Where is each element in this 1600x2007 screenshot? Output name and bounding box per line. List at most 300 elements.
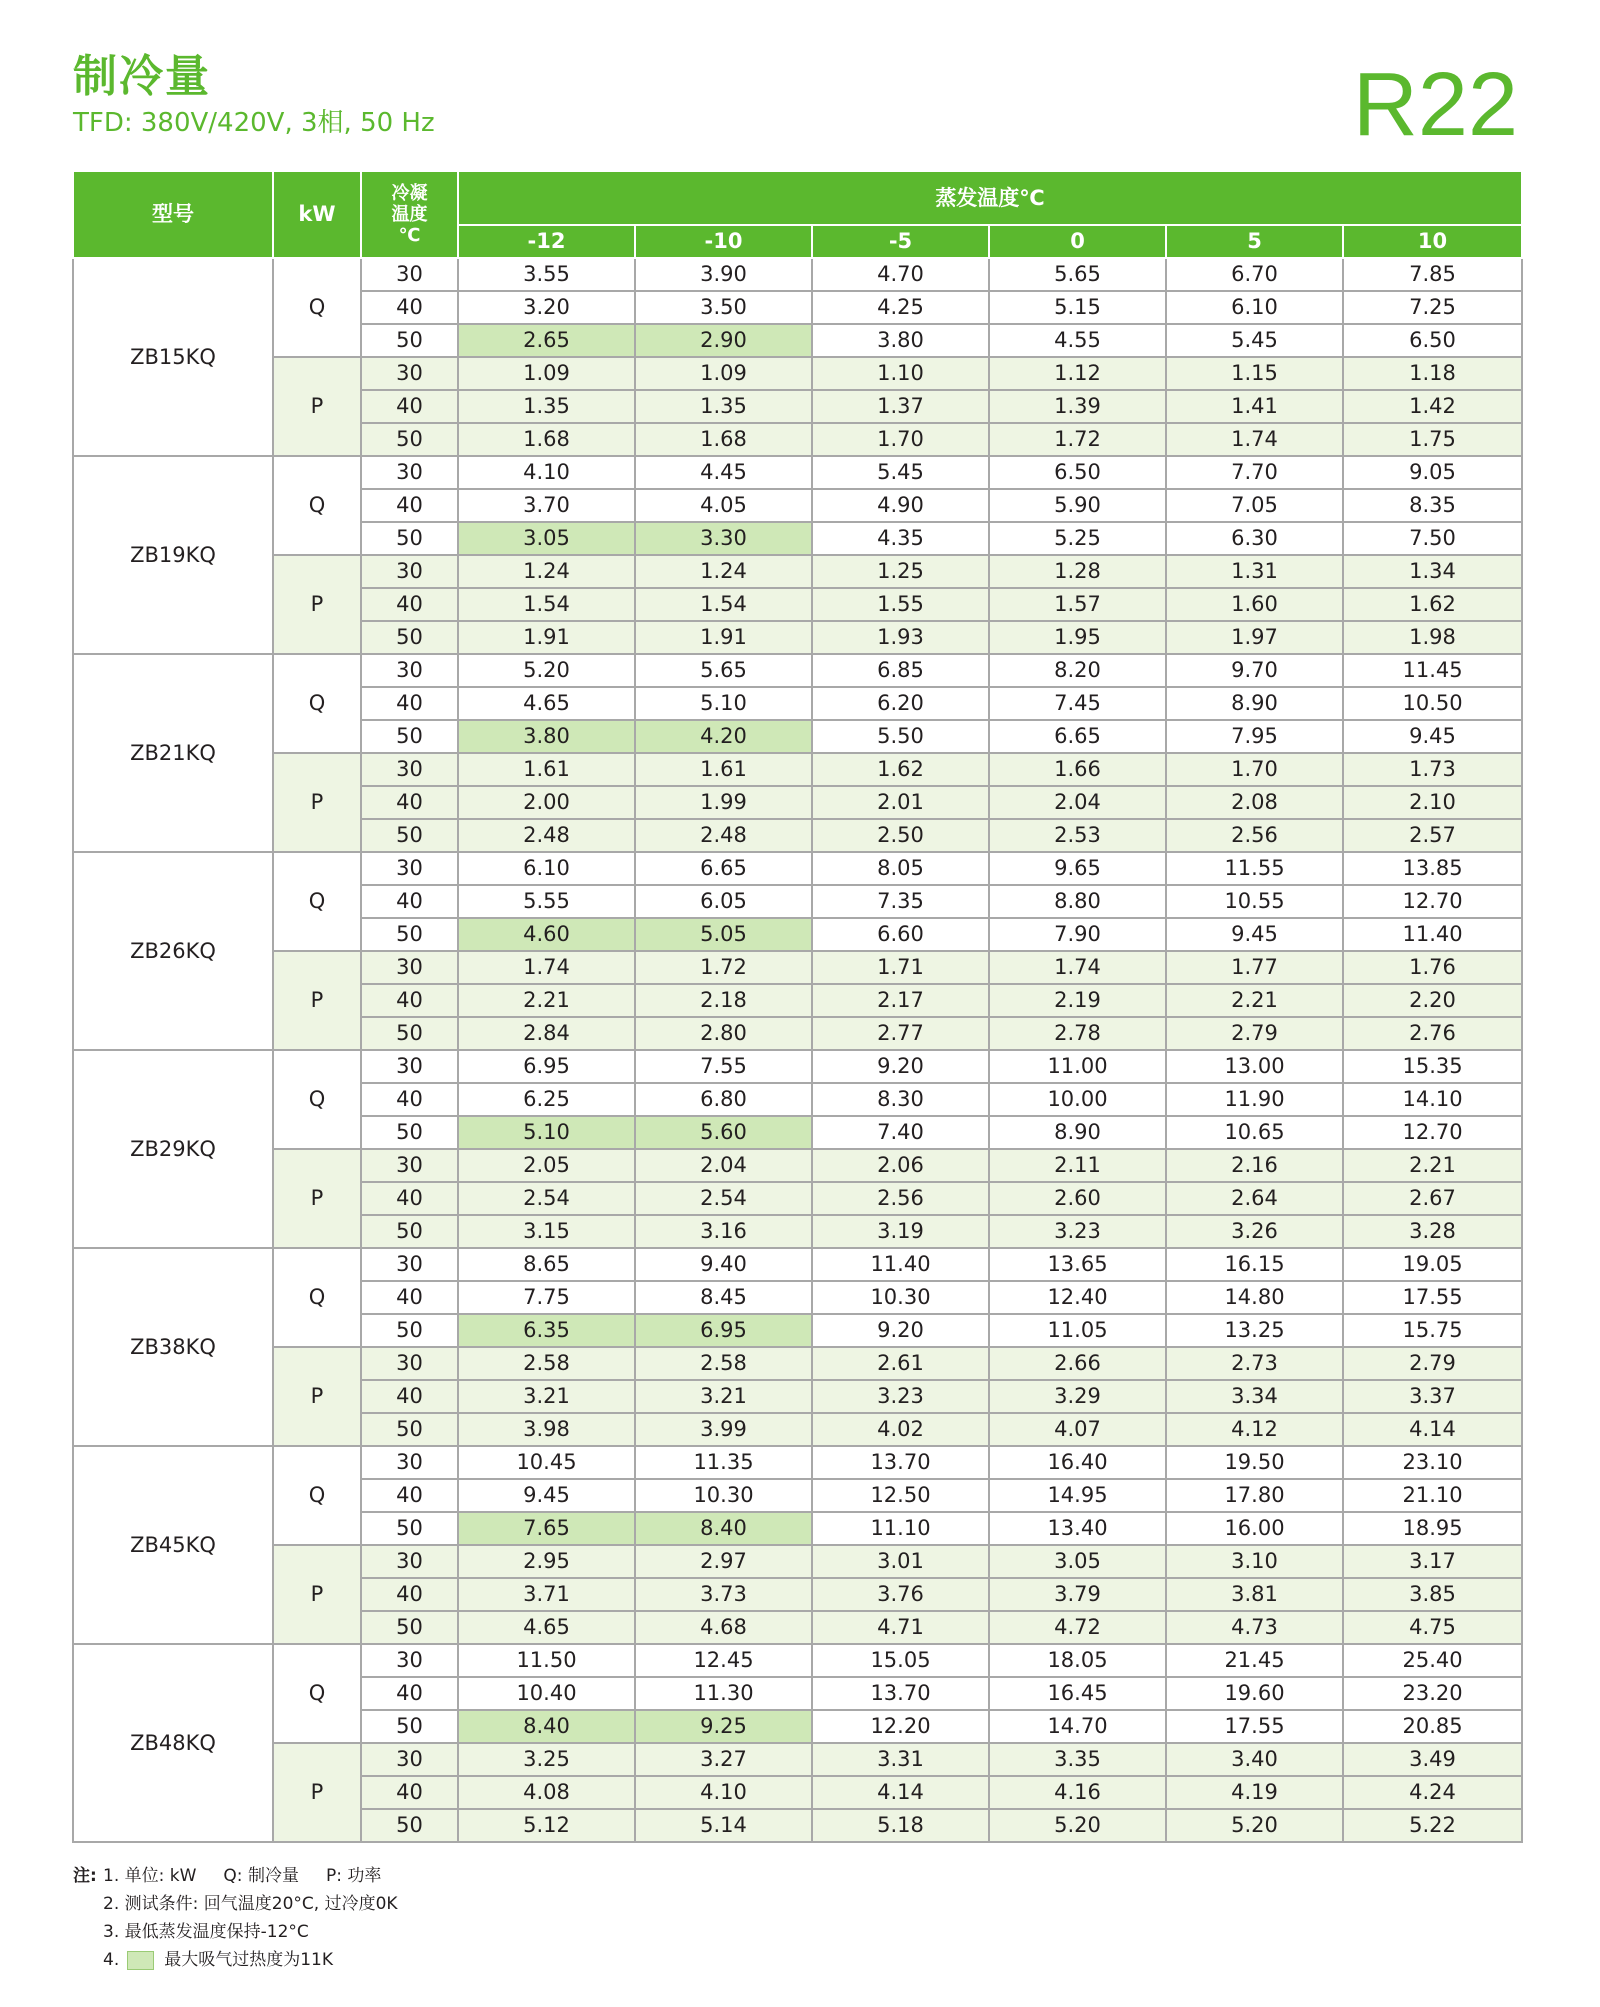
value-cell: 2.01 [812,786,989,819]
value-cell: 3.73 [635,1578,812,1611]
value-cell: 5.14 [635,1809,812,1842]
value-cell: 5.20 [989,1809,1166,1842]
header-evaporating-temp: 蒸发温度℃ [458,171,1522,225]
value-cell: 5.45 [1166,324,1343,357]
condensing-temp-cell: 40 [361,1083,458,1116]
quantity-kind-cell: Q [273,456,361,555]
value-cell: 1.57 [989,588,1166,621]
value-cell: 2.65 [458,324,635,357]
quantity-kind-cell: P [273,951,361,1050]
value-cell: 9.20 [812,1314,989,1347]
value-cell: 3.10 [1166,1545,1343,1578]
value-cell: 1.74 [1166,423,1343,456]
value-cell: 13.70 [812,1677,989,1710]
value-cell: 1.97 [1166,621,1343,654]
value-cell: 2.57 [1343,819,1522,852]
value-cell: 9.20 [812,1050,989,1083]
value-cell: 7.50 [1343,522,1522,555]
value-cell: 16.00 [1166,1512,1343,1545]
value-cell: 4.08 [458,1776,635,1809]
value-cell: 8.80 [989,885,1166,918]
value-cell: 12.40 [989,1281,1166,1314]
value-cell: 6.95 [635,1314,812,1347]
value-cell: 9.45 [1343,720,1522,753]
condensing-temp-cell: 50 [361,621,458,654]
value-cell: 2.80 [635,1017,812,1050]
value-cell: 6.50 [989,456,1166,489]
value-cell: 8.20 [989,654,1166,687]
value-cell: 2.84 [458,1017,635,1050]
value-cell: 2.21 [1166,984,1343,1017]
quantity-kind-cell: Q [273,1248,361,1347]
value-cell: 3.37 [1343,1380,1522,1413]
value-cell: 1.72 [635,951,812,984]
value-cell: 10.45 [458,1446,635,1479]
value-cell: 20.85 [1343,1710,1522,1743]
value-cell: 1.39 [989,390,1166,423]
value-cell: 3.01 [812,1545,989,1578]
note-1: 1. 单位: kW Q: 制冷量 P: 功率 [103,1866,382,1886]
value-cell: 4.73 [1166,1611,1343,1644]
value-cell: 2.00 [458,786,635,819]
value-cell: 3.17 [1343,1545,1522,1578]
value-cell: 3.49 [1343,1743,1522,1776]
value-cell: 9.40 [635,1248,812,1281]
value-cell: 14.70 [989,1710,1166,1743]
value-cell: 4.60 [458,918,635,951]
value-cell: 4.02 [812,1413,989,1446]
value-cell: 1.35 [458,390,635,423]
value-cell: 2.76 [1343,1017,1522,1050]
value-cell: 1.09 [458,357,635,390]
header-evap-temp: -5 [812,225,989,258]
note-row-3 [73,1918,398,1946]
value-cell: 7.55 [635,1050,812,1083]
value-cell: 11.05 [989,1314,1166,1347]
value-cell: 3.20 [458,291,635,324]
value-cell: 1.60 [1166,588,1343,621]
condensing-temp-cell: 40 [361,687,458,720]
value-cell: 1.70 [812,423,989,456]
value-cell: 9.05 [1343,456,1522,489]
notes [73,1862,398,1974]
value-cell: 2.79 [1343,1347,1522,1380]
value-cell: 1.41 [1166,390,1343,423]
quantity-kind-cell: Q [273,852,361,951]
value-cell: 2.97 [635,1545,812,1578]
page-subtitle: TFD: 380V/420V, 3相, 50 Hz [73,108,435,138]
value-cell: 2.10 [1343,786,1522,819]
condensing-temp-cell: 30 [361,951,458,984]
note-2: 2. 测试条件: 回气温度20°C, 过冷度0K [103,1894,398,1914]
value-cell: 17.55 [1166,1710,1343,1743]
value-cell: 1.62 [812,753,989,786]
value-cell: 1.66 [989,753,1166,786]
condensing-temp-cell: 40 [361,1776,458,1809]
value-cell: 7.05 [1166,489,1343,522]
value-cell: 1.70 [1166,753,1343,786]
value-cell: 2.58 [458,1347,635,1380]
header-cond-line2: 温度 [391,204,428,225]
value-cell: 11.00 [989,1050,1166,1083]
value-cell: 1.37 [812,390,989,423]
value-cell: 1.55 [812,588,989,621]
value-cell: 1.95 [989,621,1166,654]
value-cell: 8.40 [635,1512,812,1545]
value-cell: 2.18 [635,984,812,1017]
table-row [73,654,1522,687]
condensing-temp-cell: 40 [361,1281,458,1314]
value-cell: 4.14 [812,1776,989,1809]
condensing-temp-cell: 40 [361,885,458,918]
value-cell: 2.48 [635,819,812,852]
value-cell: 3.29 [989,1380,1166,1413]
table-row [73,852,1522,885]
condensing-temp-cell: 40 [361,1479,458,1512]
value-cell: 5.25 [989,522,1166,555]
value-cell: 2.78 [989,1017,1166,1050]
value-cell: 7.90 [989,918,1166,951]
header-evap-temp: 5 [1166,225,1343,258]
value-cell: 1.24 [458,555,635,588]
value-cell: 7.95 [1166,720,1343,753]
value-cell: 1.54 [458,588,635,621]
condensing-temp-cell: 40 [361,1182,458,1215]
value-cell: 13.70 [812,1446,989,1479]
condensing-temp-cell: 50 [361,1314,458,1347]
header-evap-temp: -10 [635,225,812,258]
value-cell: 3.05 [989,1545,1166,1578]
quantity-kind-cell: Q [273,1050,361,1149]
table-row [73,1050,1522,1083]
value-cell: 5.18 [812,1809,989,1842]
value-cell: 3.27 [635,1743,812,1776]
model-name-cell: ZB45KQ [73,1446,273,1644]
value-cell: 2.17 [812,984,989,1017]
value-cell: 17.55 [1343,1281,1522,1314]
value-cell: 2.16 [1166,1149,1343,1182]
condensing-temp-cell: 40 [361,588,458,621]
value-cell: 7.40 [812,1116,989,1149]
header-kw: kW [273,171,361,258]
condensing-temp-cell: 40 [361,1677,458,1710]
value-cell: 3.26 [1166,1215,1343,1248]
quantity-kind-cell: P [273,1545,361,1644]
condensing-temp-cell: 30 [361,753,458,786]
value-cell: 4.45 [635,456,812,489]
condensing-temp-cell: 30 [361,258,458,291]
value-cell: 1.61 [635,753,812,786]
value-cell: 2.90 [635,324,812,357]
value-cell: 1.61 [458,753,635,786]
value-cell: 7.70 [1166,456,1343,489]
quantity-kind-cell: P [273,357,361,456]
value-cell: 1.98 [1343,621,1522,654]
value-cell: 19.50 [1166,1446,1343,1479]
value-cell: 10.40 [458,1677,635,1710]
value-cell: 6.35 [458,1314,635,1347]
value-cell: 2.56 [812,1182,989,1215]
value-cell: 8.65 [458,1248,635,1281]
value-cell: 2.05 [458,1149,635,1182]
value-cell: 3.21 [635,1380,812,1413]
value-cell: 4.75 [1343,1611,1522,1644]
table-row [73,357,1522,390]
value-cell: 9.45 [1166,918,1343,951]
value-cell: 5.65 [989,258,1166,291]
value-cell: 3.55 [458,258,635,291]
value-cell: 2.11 [989,1149,1166,1182]
condensing-temp-cell: 40 [361,984,458,1017]
value-cell: 14.10 [1343,1083,1522,1116]
value-cell: 21.45 [1166,1644,1343,1677]
condensing-temp-cell: 40 [361,786,458,819]
value-cell: 10.30 [635,1479,812,1512]
value-cell: 9.70 [1166,654,1343,687]
value-cell: 2.54 [635,1182,812,1215]
model-name-cell: ZB48KQ [73,1644,273,1842]
header-evap-temp: 10 [1343,225,1522,258]
value-cell: 14.95 [989,1479,1166,1512]
note-4: 最大吸气过热度为11K [164,1950,334,1970]
value-cell: 1.99 [635,786,812,819]
value-cell: 1.54 [635,588,812,621]
value-cell: 2.61 [812,1347,989,1380]
condensing-temp-cell: 30 [361,1644,458,1677]
value-cell: 15.35 [1343,1050,1522,1083]
value-cell: 16.45 [989,1677,1166,1710]
condensing-temp-cell: 50 [361,1017,458,1050]
value-cell: 4.35 [812,522,989,555]
header-model: 型号 [73,171,273,258]
value-cell: 1.12 [989,357,1166,390]
note-3: 3. 最低蒸发温度保持-12°C [103,1922,309,1942]
value-cell: 1.68 [458,423,635,456]
value-cell: 1.74 [458,951,635,984]
value-cell: 3.05 [458,522,635,555]
value-cell: 4.65 [458,1611,635,1644]
value-cell: 5.12 [458,1809,635,1842]
value-cell: 3.40 [1166,1743,1343,1776]
value-cell: 3.70 [458,489,635,522]
value-cell: 1.93 [812,621,989,654]
value-cell: 14.80 [1166,1281,1343,1314]
condensing-temp-cell: 30 [361,1248,458,1281]
condensing-temp-cell: 50 [361,522,458,555]
value-cell: 2.04 [635,1149,812,1182]
value-cell: 5.05 [635,918,812,951]
value-cell: 11.45 [1343,654,1522,687]
condensing-temp-cell: 50 [361,1413,458,1446]
value-cell: 6.10 [1166,291,1343,324]
header-condensing-temp [361,171,458,258]
value-cell: 3.79 [989,1578,1166,1611]
condensing-temp-cell: 50 [361,1710,458,1743]
value-cell: 11.40 [1343,918,1522,951]
value-cell: 8.90 [989,1116,1166,1149]
value-cell: 7.65 [458,1512,635,1545]
value-cell: 3.23 [812,1380,989,1413]
value-cell: 1.10 [812,357,989,390]
table-header [73,171,1522,258]
value-cell: 11.30 [635,1677,812,1710]
table-row [73,1644,1522,1677]
condensing-temp-cell: 30 [361,1743,458,1776]
value-cell: 7.75 [458,1281,635,1314]
value-cell: 13.85 [1343,852,1522,885]
quantity-kind-cell: P [273,1149,361,1248]
value-cell: 4.12 [1166,1413,1343,1446]
condensing-temp-cell: 30 [361,1545,458,1578]
value-cell: 2.19 [989,984,1166,1017]
condensing-temp-cell: 30 [361,852,458,885]
quantity-kind-cell: Q [273,1644,361,1743]
value-cell: 6.65 [989,720,1166,753]
value-cell: 3.80 [812,324,989,357]
value-cell: 15.75 [1343,1314,1522,1347]
value-cell: 6.85 [812,654,989,687]
condensing-temp-cell: 30 [361,1347,458,1380]
value-cell: 23.20 [1343,1677,1522,1710]
table-body [73,258,1522,1842]
value-cell: 4.10 [458,456,635,489]
value-cell: 3.90 [635,258,812,291]
value-cell: 6.10 [458,852,635,885]
model-name-cell: ZB26KQ [73,852,273,1050]
value-cell: 1.74 [989,951,1166,984]
quantity-kind-cell: P [273,1743,361,1842]
value-cell: 2.53 [989,819,1166,852]
value-cell: 11.10 [812,1512,989,1545]
performance-table [72,170,1523,1843]
condensing-temp-cell: 30 [361,654,458,687]
value-cell: 4.71 [812,1611,989,1644]
value-cell: 9.25 [635,1710,812,1743]
condensing-temp-cell: 50 [361,423,458,456]
value-cell: 21.10 [1343,1479,1522,1512]
value-cell: 5.22 [1343,1809,1522,1842]
value-cell: 9.45 [458,1479,635,1512]
value-cell: 3.28 [1343,1215,1522,1248]
condensing-temp-cell: 50 [361,819,458,852]
value-cell: 2.67 [1343,1182,1522,1215]
value-cell: 1.76 [1343,951,1522,984]
header-cond-line3: ℃ [398,225,421,246]
value-cell: 5.20 [458,654,635,687]
quantity-kind-cell: Q [273,1446,361,1545]
model-name-cell: ZB15KQ [73,258,273,456]
value-cell: 3.34 [1166,1380,1343,1413]
value-cell: 1.09 [635,357,812,390]
value-cell: 11.90 [1166,1083,1343,1116]
value-cell: 1.68 [635,423,812,456]
table-row [73,1149,1522,1182]
header-evap-temp: 0 [989,225,1166,258]
condensing-temp-cell: 40 [361,390,458,423]
value-cell: 8.40 [458,1710,635,1743]
value-cell: 16.40 [989,1446,1166,1479]
value-cell: 10.65 [1166,1116,1343,1149]
value-cell: 1.42 [1343,390,1522,423]
value-cell: 10.50 [1343,687,1522,720]
condensing-temp-cell: 50 [361,1512,458,1545]
value-cell: 6.95 [458,1050,635,1083]
value-cell: 10.55 [1166,885,1343,918]
value-cell: 3.81 [1166,1578,1343,1611]
table-row [73,1248,1522,1281]
value-cell: 7.25 [1343,291,1522,324]
value-cell: 3.23 [989,1215,1166,1248]
value-cell: 4.70 [812,258,989,291]
value-cell: 12.70 [1343,885,1522,918]
value-cell: 11.35 [635,1446,812,1479]
value-cell: 4.25 [812,291,989,324]
value-cell: 13.25 [1166,1314,1343,1347]
table-row [73,258,1522,291]
value-cell: 1.35 [635,390,812,423]
note-4-number: 4. [103,1950,120,1970]
condensing-temp-cell: 40 [361,489,458,522]
value-cell: 13.00 [1166,1050,1343,1083]
condensing-temp-cell: 30 [361,1050,458,1083]
table-row [73,1347,1522,1380]
value-cell: 7.35 [812,885,989,918]
value-cell: 3.35 [989,1743,1166,1776]
value-cell: 2.58 [635,1347,812,1380]
condensing-temp-cell: 50 [361,1611,458,1644]
value-cell: 4.68 [635,1611,812,1644]
value-cell: 3.21 [458,1380,635,1413]
value-cell: 4.16 [989,1776,1166,1809]
value-cell: 3.71 [458,1578,635,1611]
value-cell: 3.25 [458,1743,635,1776]
value-cell: 1.34 [1343,555,1522,588]
quantity-kind-cell: Q [273,258,361,357]
value-cell: 8.05 [812,852,989,885]
value-cell: 11.50 [458,1644,635,1677]
value-cell: 4.24 [1343,1776,1522,1809]
value-cell: 1.24 [635,555,812,588]
value-cell: 4.10 [635,1776,812,1809]
value-cell: 2.21 [1343,1149,1522,1182]
value-cell: 1.75 [1343,423,1522,456]
value-cell: 6.30 [1166,522,1343,555]
value-cell: 6.80 [635,1083,812,1116]
value-cell: 2.08 [1166,786,1343,819]
value-cell: 1.62 [1343,588,1522,621]
quantity-kind-cell: Q [273,654,361,753]
value-cell: 5.15 [989,291,1166,324]
value-cell: 2.48 [458,819,635,852]
model-name-cell: ZB29KQ [73,1050,273,1248]
value-cell: 5.65 [635,654,812,687]
value-cell: 2.60 [989,1182,1166,1215]
table-row [73,1743,1522,1776]
condensing-temp-cell: 30 [361,456,458,489]
value-cell: 2.77 [812,1017,989,1050]
value-cell: 2.20 [1343,984,1522,1017]
condensing-temp-cell: 40 [361,291,458,324]
value-cell: 4.65 [458,687,635,720]
refrigerant-label: R22 [1352,55,1518,155]
value-cell: 2.73 [1166,1347,1343,1380]
value-cell: 4.07 [989,1413,1166,1446]
value-cell: 23.10 [1343,1446,1522,1479]
value-cell: 2.04 [989,786,1166,819]
value-cell: 4.05 [635,489,812,522]
condensing-temp-cell: 30 [361,1446,458,1479]
value-cell: 4.20 [635,720,812,753]
